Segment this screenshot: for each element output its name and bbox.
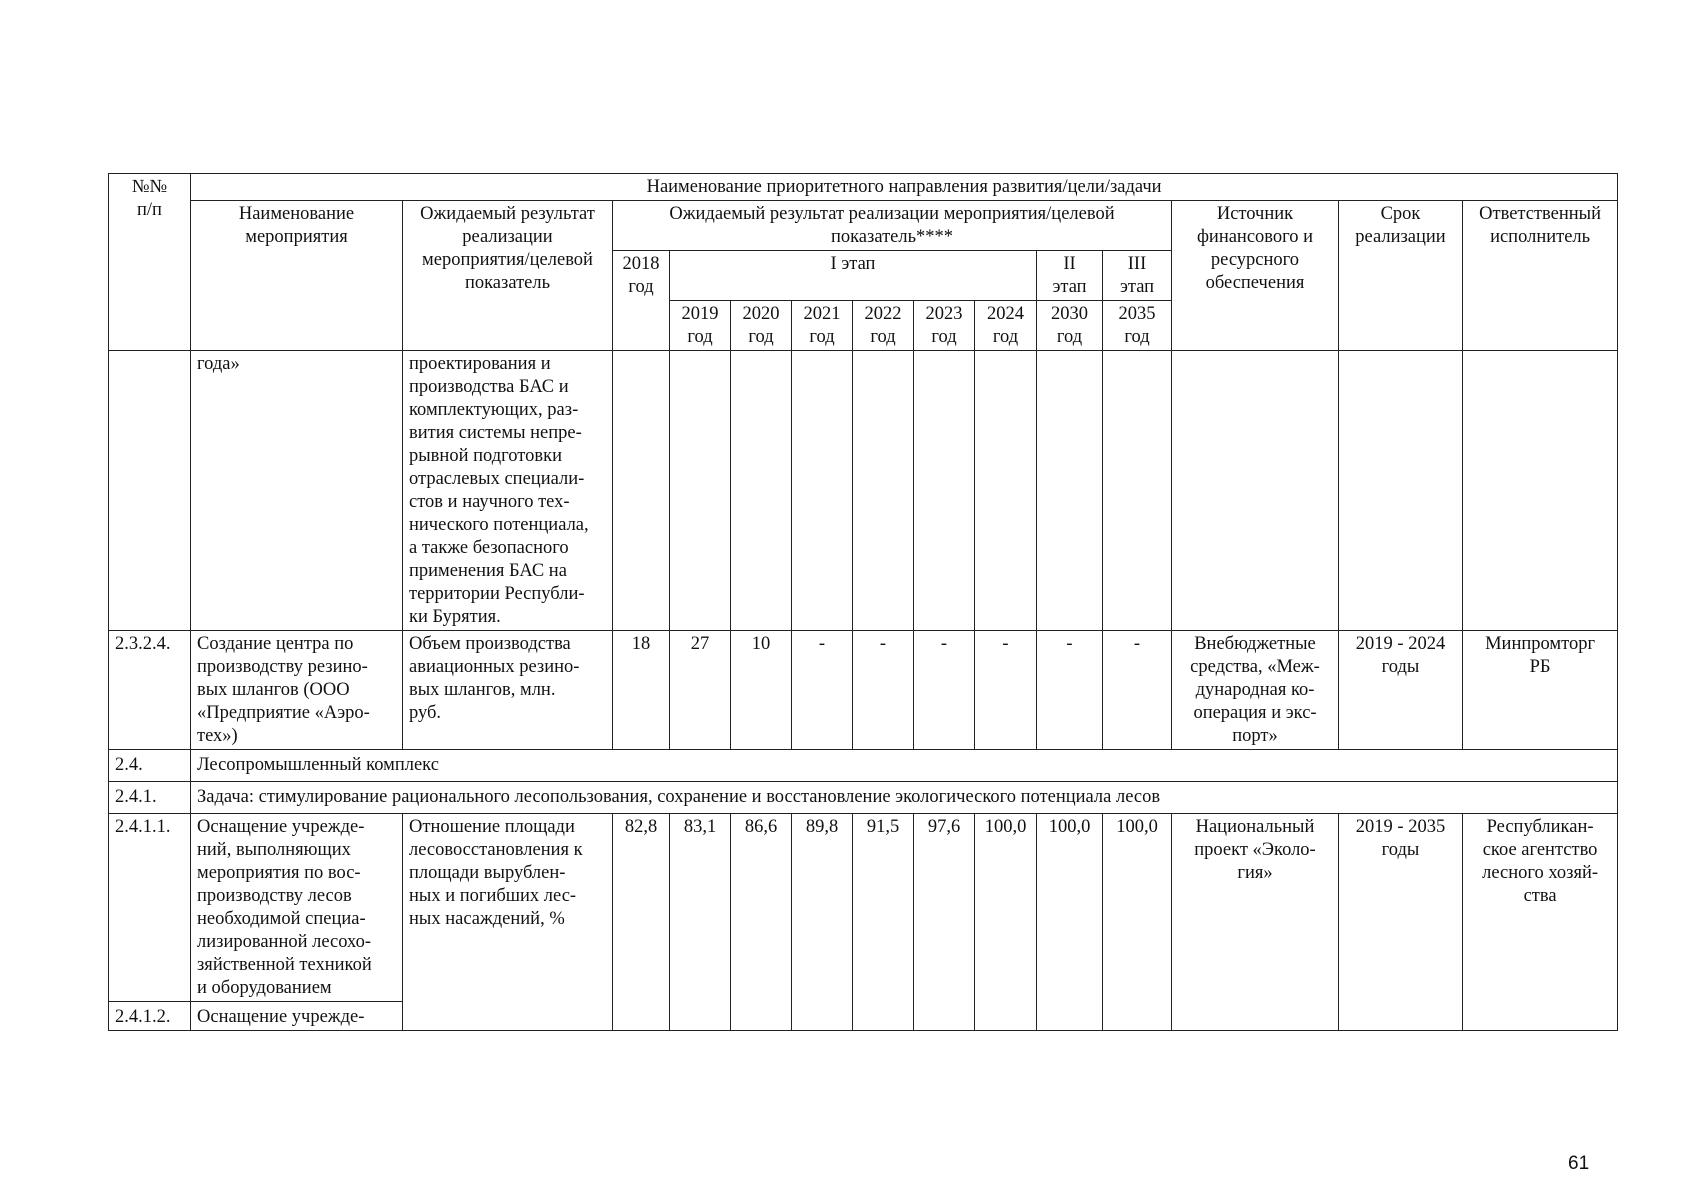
header-event-name: Наименование мероприятия <box>191 201 403 351</box>
row-value-cell: - <box>792 631 853 750</box>
row-source-cell: Внебюджетные средства, «Меж- дународная ко- операция и экс- порт» <box>1172 631 1339 750</box>
task-num-cell: 2.4.1. <box>109 782 191 814</box>
header-year: 2024 год <box>975 301 1037 351</box>
header-row-1 <box>109 174 1618 201</box>
page-number: 61 <box>1568 1153 1590 1174</box>
header-year-2018: 2018 год <box>613 251 670 351</box>
row-value-cell <box>1037 351 1103 631</box>
header-year: 2035 год <box>1103 301 1172 351</box>
row-value-cell: 18 <box>613 631 670 750</box>
row-name-cell: года» <box>191 351 403 631</box>
header-stage-2: II этап <box>1037 251 1103 301</box>
row-value-cell <box>914 351 975 631</box>
header-stage-3: III этап <box>1103 251 1172 301</box>
header-source: Источник финансового и ресурсного обеспечения <box>1172 201 1339 351</box>
header-year: 2020 год <box>731 301 792 351</box>
row-num-cell: 2.4.1.2. <box>109 1002 191 1031</box>
row-result-cell: Отношение площади лесовосстановления к площади вырублен- ных и погибших лес- ных насаждений, % <box>403 814 613 1031</box>
header-year: 2019 год <box>670 301 731 351</box>
row-value-cell: 86,6 <box>731 814 792 1031</box>
header-year: 2021 год <box>792 301 853 351</box>
header-responsible: Ответственный исполнитель <box>1463 201 1618 351</box>
row-value-cell <box>613 351 670 631</box>
task-row <box>109 782 1618 814</box>
row-value-cell: - <box>1037 631 1103 750</box>
row-responsible-cell: Минпромторг РБ <box>1463 631 1618 750</box>
row-name-cell: Оснащение учрежде- <box>191 1002 403 1031</box>
table-row <box>109 631 1618 750</box>
row-name-cell: Создание центра по производству резино- вых шлангов (ООО «Предприятие «Аэро- тех») <box>191 631 403 750</box>
row-term-cell: 2019 - 2024 годы <box>1339 631 1463 750</box>
section-num-cell: 2.4. <box>109 750 191 782</box>
row-num-cell: 2.3.2.4. <box>109 631 191 750</box>
row-value-cell <box>1103 351 1172 631</box>
row-value-cell: 100,0 <box>1037 814 1103 1031</box>
row-value-cell <box>792 351 853 631</box>
row-value-cell <box>853 351 914 631</box>
row-value-cell: 91,5 <box>853 814 914 1031</box>
row-value-cell: - <box>914 631 975 750</box>
table-row <box>109 814 1618 1002</box>
header-direction: Наименование приоритетного направления развития/цели/задачи <box>191 174 1618 201</box>
header-term: Срок реализации <box>1339 201 1463 351</box>
row-value-cell: - <box>975 631 1037 750</box>
header-row-2 <box>109 201 1618 251</box>
row-value-cell: 83,1 <box>670 814 731 1031</box>
section-row <box>109 750 1618 782</box>
row-value-cell: - <box>853 631 914 750</box>
row-value-cell: 82,8 <box>613 814 670 1031</box>
row-value-cell: 10 <box>731 631 792 750</box>
row-value-cell: 89,8 <box>792 814 853 1031</box>
header-expected-result-indicator: Ожидаемый результат реализации мероприятия/целевой показатель**** <box>613 201 1172 251</box>
header-num: №№ п/п <box>109 174 191 351</box>
header-year: 2022 год <box>853 301 914 351</box>
row-result-cell: проектирования и производства БАС и комплектующих, раз- вития системы непре- рывной подготовки отраслевых специали- стов и научного тех- нического потенциала, а также безопасного применения БАС на территории Республи- ки Бурятия. <box>403 351 613 631</box>
row-value-cell: - <box>1103 631 1172 750</box>
row-value-cell: 27 <box>670 631 731 750</box>
row-term-cell <box>1339 351 1463 631</box>
header-year: 2023 год <box>914 301 975 351</box>
row-num-cell <box>109 351 191 631</box>
row-source-cell: Национальный проект «Эколо- гия» <box>1172 814 1339 1031</box>
row-responsible-cell: Республикан- ское агентство лесного хозяй- ства <box>1463 814 1618 1031</box>
section-title-cell: Лесопромышленный комплекс <box>191 750 1618 782</box>
row-responsible-cell <box>1463 351 1618 631</box>
row-value-cell <box>975 351 1037 631</box>
header-stage-1: I этап <box>670 251 1037 301</box>
header-expected-result: Ожидаемый результат реализации мероприятия/целевой показатель <box>403 201 613 351</box>
row-value-cell <box>670 351 731 631</box>
header-year: 2030 год <box>1037 301 1103 351</box>
row-value-cell: 100,0 <box>1103 814 1172 1031</box>
row-value-cell <box>731 351 792 631</box>
row-value-cell: 100,0 <box>975 814 1037 1031</box>
row-source-cell <box>1172 351 1339 631</box>
row-result-cell: Объем производства авиационных резино- вых шлангов, млн. руб. <box>403 631 613 750</box>
row-num-cell: 2.4.1.1. <box>109 814 191 1002</box>
row-name-cell: Оснащение учрежде- ний, выполняющих мероприятия по вос- производству лесов необходимой специа- лизированной лесохо- зяйственной техникой и оборудованием <box>191 814 403 1002</box>
program-table <box>108 173 1618 1031</box>
table-row <box>109 351 1618 631</box>
row-value-cell: 97,6 <box>914 814 975 1031</box>
task-text-cell: Задача: стимулирование рационального лесопользования, сохранение и восстановление экологического потенциала лесов <box>191 782 1618 814</box>
row-term-cell: 2019 - 2035 годы <box>1339 814 1463 1031</box>
